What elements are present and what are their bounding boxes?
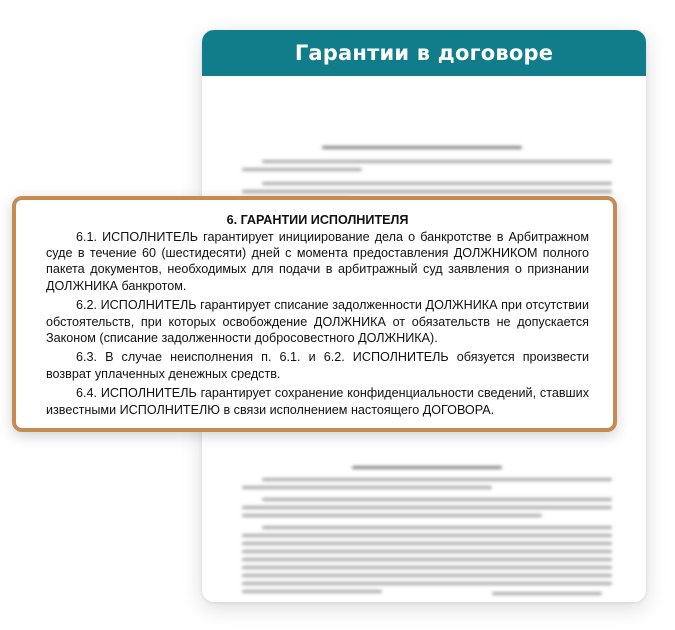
clause-6-1: 6.1. ИСПОЛНИТЕЛЬ гарантирует инициирование дела о банкротстве в Арбитражном суде в течение 60 (шестидесяти) дней с момента предоставления ДОЛЖНИКОМ полного пакета документов, необходимых для подачи в арбитражный суд заявления о признании ДОЛЖНИКА банкротом.	[46, 230, 589, 293]
guarantees-section-zoom	[12, 196, 617, 432]
clause-6-2: 6.2. ИСПОЛНИТЕЛЬ гарантирует списание задолженности ДОЛЖНИКА при отсутствии обстоятельств, при которых освобождение ДОЛЖНИКА от обязательств не допускается Законом (списание задолженности добросовестного ДОЛЖНИКА).	[46, 298, 589, 345]
document-header	[202, 30, 646, 76]
section-title: 6. ГАРАНТИИ ИСПОЛНИТЕЛЯ	[226, 213, 409, 227]
document-header-title: Гарантии в договоре	[294, 41, 554, 65]
clause-6-3: 6.3. В случае неисполнения п. 6.1. и 6.2. ИСПОЛНИТЕЛЬ обязуется произвести возврат уплаченных денежных средств.	[46, 350, 589, 381]
blurred-text-bottom	[202, 430, 646, 602]
clause-6-4: 6.4. ИСПОЛНИТЕЛЬ гарантирует сохранение конфиденциальности сведений, ставших известными ИСПОЛНИТЕЛЮ в связи исполнением настоящего ДОГОВОРА.	[46, 386, 589, 417]
